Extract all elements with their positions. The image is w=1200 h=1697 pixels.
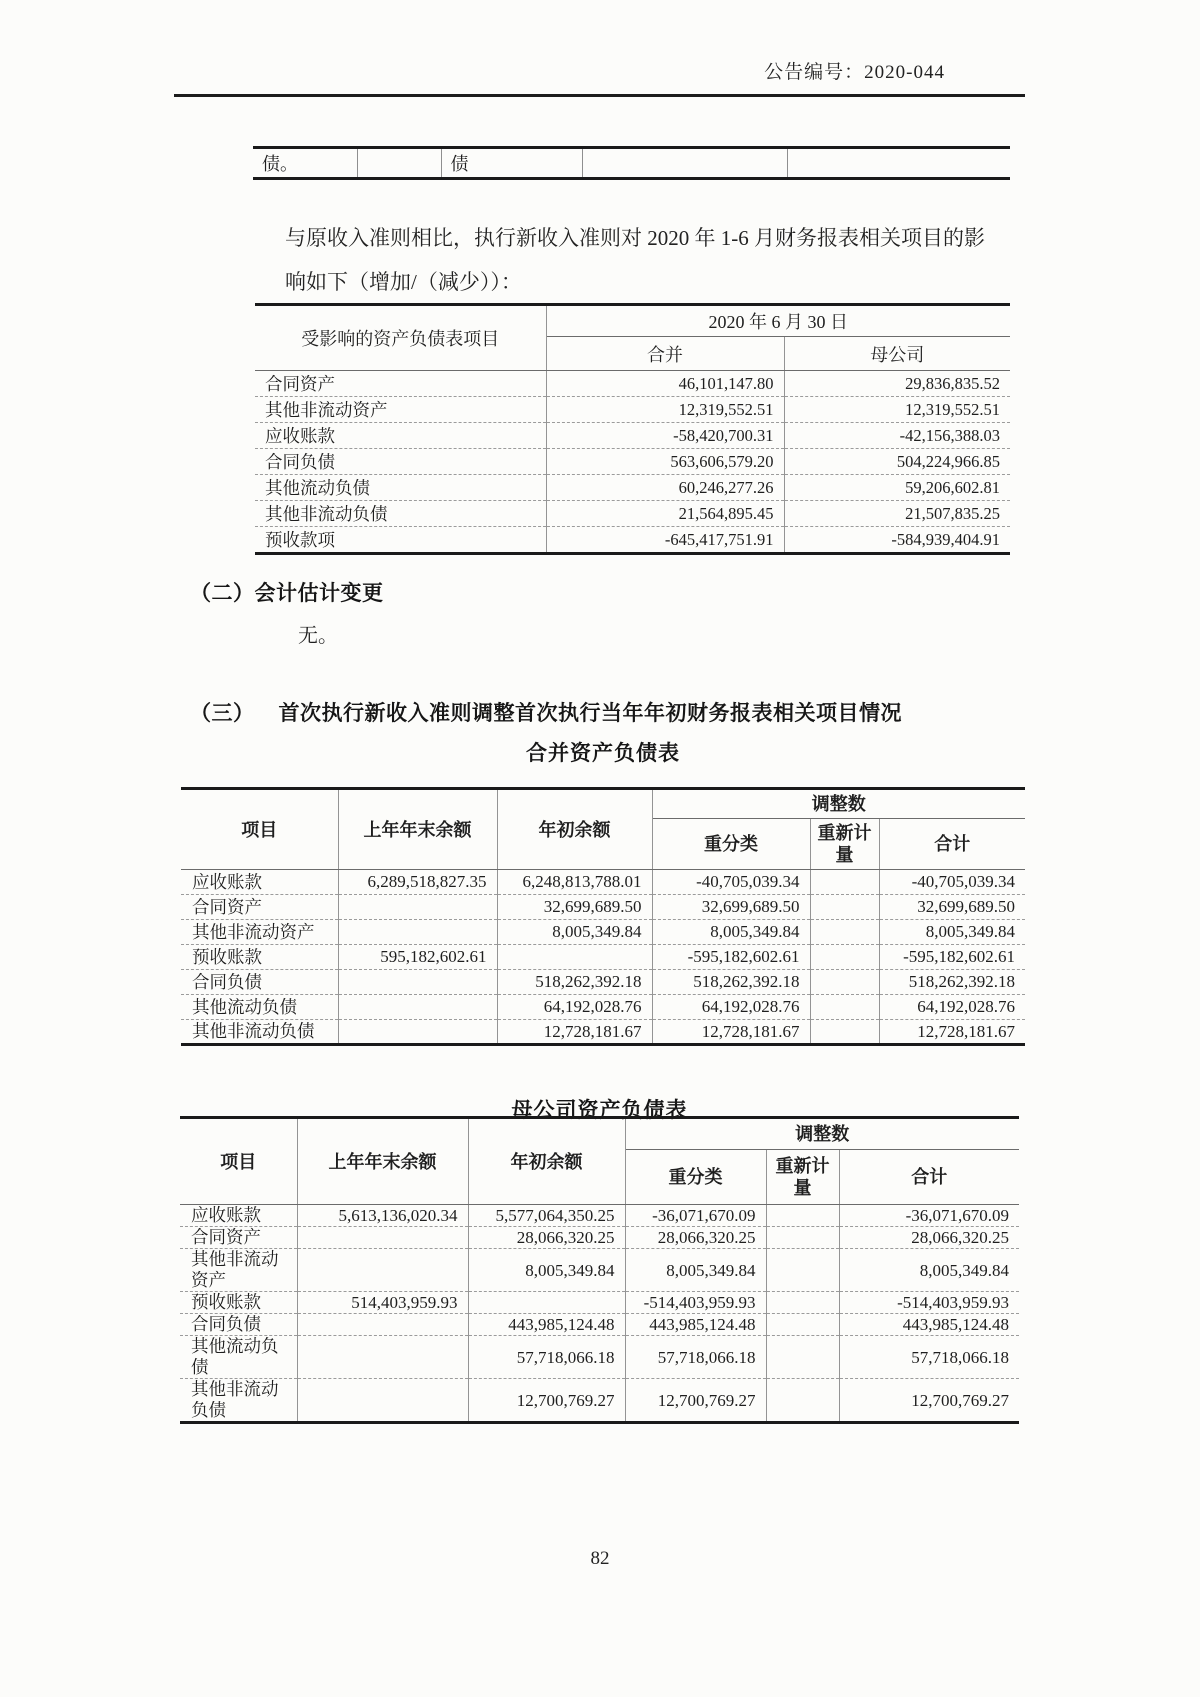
table-row [255, 501, 1010, 527]
row-label: 其他非流动资产 [255, 397, 546, 423]
col-header-prev-year-end: 上年年末余额 [297, 1118, 468, 1205]
value-cell [766, 1336, 839, 1379]
value-cell: -40,705,039.34 [879, 870, 1025, 895]
value-cell: 28,066,320.25 [468, 1227, 625, 1249]
value-cell: -514,403,959.93 [839, 1292, 1019, 1314]
section-3-number: （三） [190, 701, 255, 725]
value-cell [810, 920, 879, 945]
table-header-row [181, 789, 1025, 819]
table-row [255, 371, 1010, 397]
col-header-item: 项目 [180, 1118, 297, 1205]
notice-number: 公告编号：2020-044 [764, 62, 945, 83]
value-cell [766, 1314, 839, 1336]
row-label: 其他非流动负债 [180, 1379, 297, 1423]
table-header-row [180, 1118, 1019, 1150]
value-cell: 12,700,769.27 [625, 1379, 766, 1423]
col-header-year-begin: 年初余额 [468, 1118, 625, 1205]
row-label: 合同资产 [181, 895, 338, 920]
table-row [255, 397, 1010, 423]
intro-paragraph [285, 216, 985, 304]
value-cell: 64,192,028.76 [652, 995, 810, 1020]
table-row [181, 895, 1025, 920]
row-label: 合同资产 [180, 1227, 297, 1249]
table-row [180, 1292, 1019, 1314]
row-label: 其他非流动资产 [181, 920, 338, 945]
table-row [181, 920, 1025, 945]
value-cell: 8,005,349.84 [625, 1249, 766, 1292]
table-row [180, 1336, 1019, 1379]
table-row [180, 1249, 1019, 1292]
value-cell: 12,700,769.27 [468, 1379, 625, 1423]
row-label: 合同负债 [180, 1314, 297, 1336]
value-cell: -36,071,670.09 [839, 1205, 1019, 1227]
value-cell: 8,005,349.84 [468, 1249, 625, 1292]
value-cell: 32,699,689.50 [497, 895, 652, 920]
value-cell: 8,005,349.84 [497, 920, 652, 945]
table-row [180, 1227, 1019, 1249]
value-cell [297, 1379, 468, 1423]
consolidated-balance-table [181, 787, 1025, 1046]
table-row [253, 148, 1010, 179]
table-row [181, 945, 1025, 970]
col-header-total: 合计 [839, 1150, 1019, 1205]
value-cell [297, 1227, 468, 1249]
value-cell [810, 870, 879, 895]
fragment-cell: 债 [441, 148, 582, 179]
row-label: 应收账款 [255, 423, 546, 449]
paragraph-line: 与原收入准则相比，执行新收入准则对 2020 年 1-6 月财务报表相关项目的影 [285, 226, 985, 250]
row-label: 其他非流动负债 [181, 1020, 338, 1045]
table-header-row [255, 305, 1010, 337]
value-cell [297, 1336, 468, 1379]
page-number: 82 [590, 1548, 610, 1569]
row-label: 应收账款 [180, 1205, 297, 1227]
value-cell: 64,192,028.76 [879, 995, 1025, 1020]
section-heading-2: （二）会计估计变更 [190, 581, 384, 605]
value-cell [338, 970, 497, 995]
value-cell: 28,066,320.25 [839, 1227, 1019, 1249]
value-cell: 518,262,392.18 [879, 970, 1025, 995]
col-header-reclass: 重分类 [652, 819, 810, 870]
value-cell: -514,403,959.93 [625, 1292, 766, 1314]
value-cell [766, 1205, 839, 1227]
row-label: 应收账款 [181, 870, 338, 895]
row-label: 预收账款 [180, 1292, 297, 1314]
value-cell: -36,071,670.09 [625, 1205, 766, 1227]
value-cell: 12,319,552.51 [546, 397, 784, 423]
value-cell [338, 920, 497, 945]
row-label: 其他流动负债 [181, 995, 338, 1020]
value-cell [810, 945, 879, 970]
row-label: 其他非流动资产 [180, 1249, 297, 1292]
value-cell: 518,262,392.18 [652, 970, 810, 995]
col-header-date: 2020 年 6 月 30 日 [546, 305, 1010, 337]
row-label: 合同负债 [255, 449, 546, 475]
fragment-cell: 债。 [253, 148, 357, 179]
col-header-item: 受影响的资产负债表项目 [255, 305, 546, 371]
row-label: 其他流动负债 [255, 475, 546, 501]
value-cell: 21,564,895.45 [546, 501, 784, 527]
col-header-reclass: 重分类 [625, 1150, 766, 1205]
carryover-table-fragment [253, 146, 1010, 180]
parent-table-title: 母公司资产负债表 [511, 1098, 688, 1122]
value-cell: -584,939,404.91 [784, 527, 1010, 554]
row-label: 预收款项 [255, 527, 546, 554]
col-header-remeasure: 重新计量 [810, 819, 879, 870]
value-cell [338, 1020, 497, 1045]
value-cell [810, 970, 879, 995]
value-cell: 563,606,579.20 [546, 449, 784, 475]
col-header-adjustment: 调整数 [625, 1118, 1019, 1150]
value-cell: 59,206,602.81 [784, 475, 1010, 501]
col-header-total: 合计 [879, 819, 1025, 870]
row-label: 其他非流动负债 [255, 501, 546, 527]
value-cell [766, 1292, 839, 1314]
value-cell [766, 1227, 839, 1249]
table-row [180, 1314, 1019, 1336]
value-cell [810, 895, 879, 920]
value-cell: 29,836,835.52 [784, 371, 1010, 397]
value-cell: 21,507,835.25 [784, 501, 1010, 527]
value-cell: 28,066,320.25 [625, 1227, 766, 1249]
table-row [255, 475, 1010, 501]
value-cell [810, 1020, 879, 1045]
value-cell: -58,420,700.31 [546, 423, 784, 449]
value-cell: 57,718,066.18 [625, 1336, 766, 1379]
section-2-body: 无。 [298, 625, 338, 647]
value-cell: 8,005,349.84 [652, 920, 810, 945]
col-header-remeasure: 重新计量 [766, 1150, 839, 1205]
fragment-cell [787, 148, 1010, 179]
value-cell: -645,417,751.91 [546, 527, 784, 554]
section-3-title: 首次执行新收入准则调整首次执行当年年初财务报表相关项目情况 [278, 701, 902, 725]
value-cell: 504,224,966.85 [784, 449, 1010, 475]
value-cell: 5,577,064,350.25 [468, 1205, 625, 1227]
value-cell: 12,319,552.51 [784, 397, 1010, 423]
impact-table [255, 303, 1010, 555]
table-row [255, 449, 1010, 475]
value-cell: 6,248,813,788.01 [497, 870, 652, 895]
value-cell: 443,985,124.48 [468, 1314, 625, 1336]
value-cell: -40,705,039.34 [652, 870, 810, 895]
value-cell: 60,246,277.26 [546, 475, 784, 501]
value-cell: 32,699,689.50 [879, 895, 1025, 920]
value-cell: 12,728,181.67 [879, 1020, 1025, 1045]
value-cell: -595,182,602.61 [879, 945, 1025, 970]
row-label: 其他流动负债 [180, 1336, 297, 1379]
header-rule [174, 94, 1025, 97]
value-cell [766, 1379, 839, 1423]
fragment-cell [357, 148, 441, 179]
table-row [181, 870, 1025, 895]
col-header-consolidated: 合并 [546, 337, 784, 371]
value-cell [497, 945, 652, 970]
col-header-year-begin: 年初余额 [497, 789, 652, 870]
value-cell: 12,700,769.27 [839, 1379, 1019, 1423]
value-cell: 12,728,181.67 [497, 1020, 652, 1045]
col-header-item: 项目 [181, 789, 338, 870]
value-cell: 443,985,124.48 [839, 1314, 1019, 1336]
row-label: 预收账款 [181, 945, 338, 970]
value-cell [338, 995, 497, 1020]
parent-balance-table [180, 1116, 1019, 1424]
table-row [180, 1205, 1019, 1227]
value-cell [297, 1249, 468, 1292]
value-cell: 32,699,689.50 [652, 895, 810, 920]
row-label: 合同负债 [181, 970, 338, 995]
value-cell: 64,192,028.76 [497, 995, 652, 1020]
col-header-parent: 母公司 [784, 337, 1010, 371]
value-cell: 57,718,066.18 [839, 1336, 1019, 1379]
row-label: 合同资产 [255, 371, 546, 397]
table-row [255, 527, 1010, 554]
value-cell [297, 1314, 468, 1336]
value-cell: 6,289,518,827.35 [338, 870, 497, 895]
value-cell: 518,262,392.18 [497, 970, 652, 995]
value-cell [810, 995, 879, 1020]
table-row [255, 423, 1010, 449]
value-cell [338, 895, 497, 920]
value-cell: 8,005,349.84 [839, 1249, 1019, 1292]
value-cell: -42,156,388.03 [784, 423, 1010, 449]
value-cell: 5,613,136,020.34 [297, 1205, 468, 1227]
col-header-adjustment: 调整数 [652, 789, 1025, 819]
col-header-prev-year-end: 上年年末余额 [338, 789, 497, 870]
value-cell: -595,182,602.61 [652, 945, 810, 970]
value-cell: 595,182,602.61 [338, 945, 497, 970]
value-cell: 514,403,959.93 [297, 1292, 468, 1314]
value-cell: 46,101,147.80 [546, 371, 784, 397]
value-cell: 12,728,181.67 [652, 1020, 810, 1045]
section-heading-3 [190, 697, 902, 727]
fragment-cell [582, 148, 787, 179]
value-cell [468, 1292, 625, 1314]
paragraph-line: 响如下（增加/（减少））： [285, 270, 522, 294]
table-row [181, 970, 1025, 995]
table-row [181, 1020, 1025, 1045]
consolidated-table-title: 合并资产负债表 [526, 741, 680, 765]
table-row [180, 1379, 1019, 1423]
value-cell: 8,005,349.84 [879, 920, 1025, 945]
table-row [181, 995, 1025, 1020]
value-cell: 57,718,066.18 [468, 1336, 625, 1379]
value-cell [766, 1249, 839, 1292]
value-cell: 443,985,124.48 [625, 1314, 766, 1336]
